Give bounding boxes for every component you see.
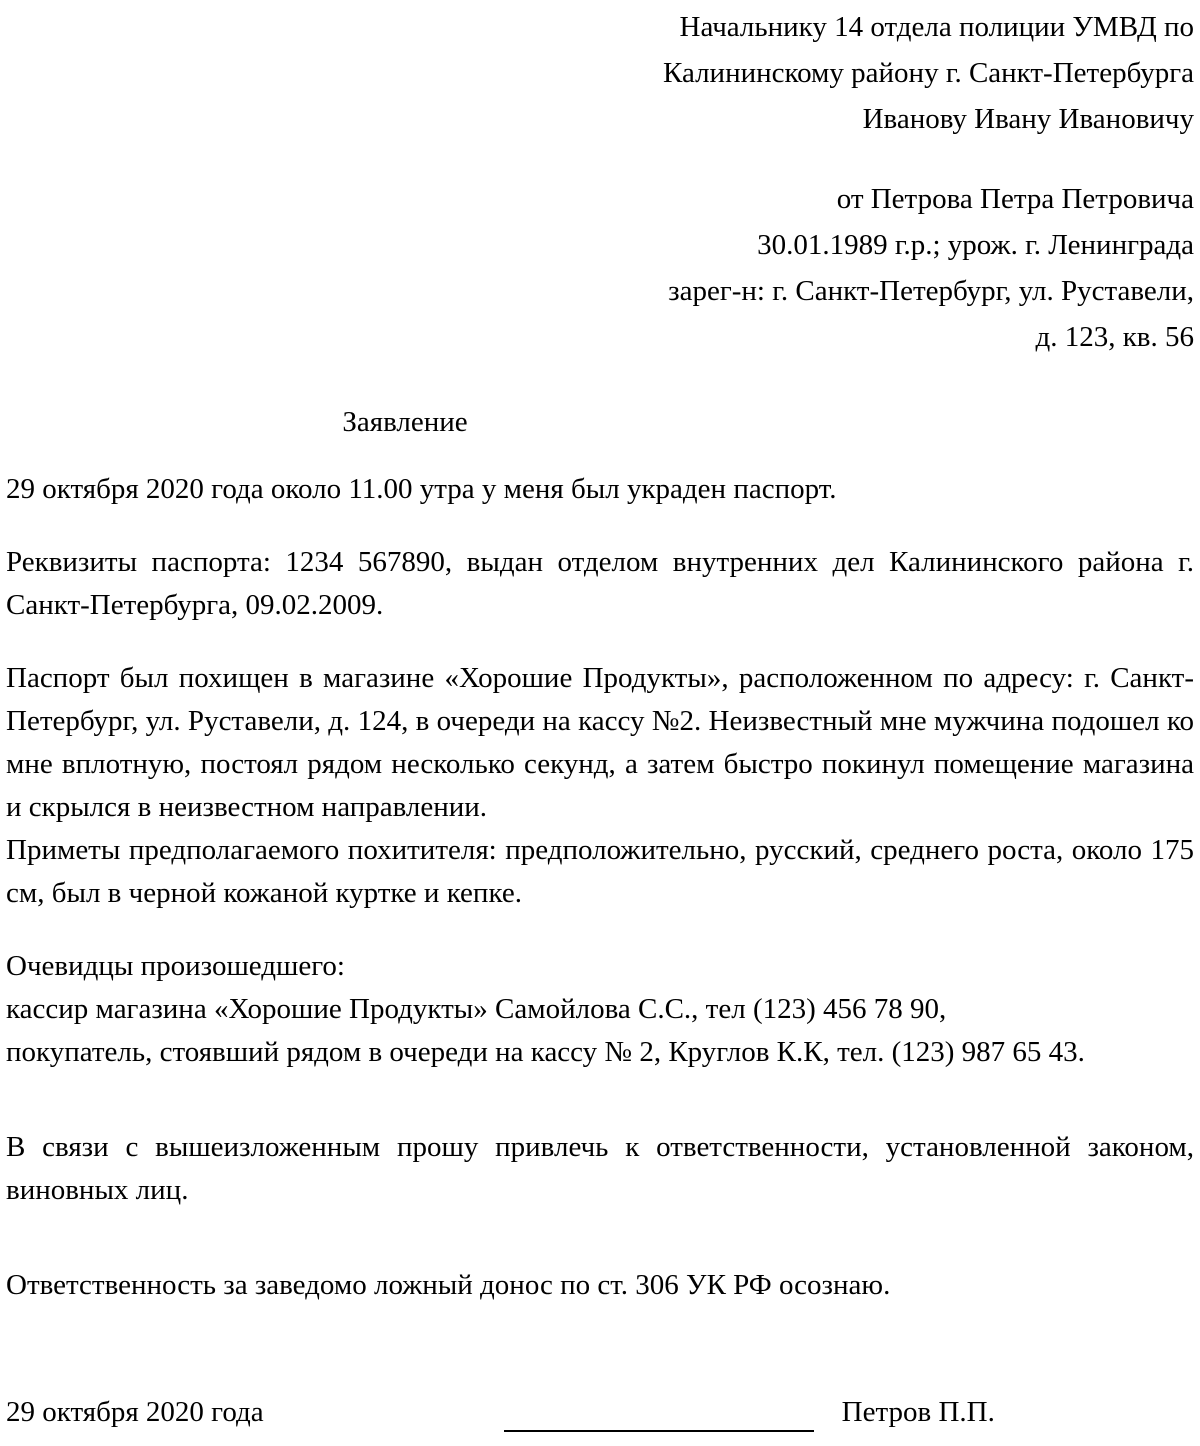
addressee-line-2: Калининскому району г. Санкт-Петербурга — [662, 57, 1194, 89]
sender-block — [6, 176, 1194, 360]
paragraph-liability-notice: Ответственность за заведомо ложный донос по ст. 306 УК РФ осознаю. — [6, 1269, 891, 1301]
paragraph-passport-details: Реквизиты паспорта: 1234 567890, выдан отделом внутренних дел Калининского района г. Санкт-Петербурга, 09.02.2009. — [6, 546, 1194, 621]
witness-item-1: кассир магазина «Хорошие Продукты» Самойлова С.С., тел (123) 456 78 90, — [6, 993, 947, 1025]
signature-row — [6, 1392, 1194, 1432]
addressee-line-3: Иванову Ивану Ивановичу — [862, 103, 1194, 135]
sender-line-4: д. 123, кв. 56 — [1035, 321, 1194, 353]
witness-item-2: покупатель, стоявший рядом в очереди на кассу № 2, Круглов К.К, тел. (123) 987 65 43. — [6, 1036, 1085, 1068]
document-body — [6, 468, 1194, 1307]
addressee-line-1: Начальнику 14 отдела полиции УМВД по — [679, 11, 1194, 43]
sender-line-3: зарег-н: г. Санкт-Петербург, ул. Руставели, — [668, 275, 1194, 307]
document-title: Заявление — [342, 406, 468, 438]
witnesses-heading: Очевидцы произошедшего: — [6, 950, 345, 982]
signature-date: 29 октября 2020 года — [6, 1396, 264, 1428]
sender-line-2: 30.01.1989 г.р.; урож. г. Ленинграда — [757, 229, 1194, 261]
signature-name: Петров П.П. — [841, 1396, 995, 1428]
sender-line-1: от Петрова Петра Петровича — [836, 183, 1194, 215]
addressee-block — [6, 4, 1194, 142]
paragraph-suspect-description: Приметы предполагаемого похитителя: предположительно, русский, среднего роста, около 175 см, был в черной кожаной куртке и кепке. — [6, 834, 1194, 909]
paragraph-incident-intro: 29 октября 2020 года около 11.00 утра у меня был украден паспорт. — [6, 473, 837, 505]
witnesses-block — [6, 945, 1194, 1074]
paragraph-request: В связи с вышеизложенным прошу привлечь к ответственности, установленной законом, виновных лиц. — [6, 1131, 1194, 1206]
signature-line[interactable] — [504, 1400, 814, 1432]
paragraph-theft-description: Паспорт был похищен в магазине «Хорошие Продукты», расположенном по адресу: г. Санкт-Петербург, ул. Руставели, д. 124, в очереди на кассу №2. Неизвестный мне мужчина подошел ко мне вплотную, постоял рядом несколько секунд, а затем быстро покинул помещение магазина и скрылся в неизвестном направлении. — [6, 662, 1194, 823]
